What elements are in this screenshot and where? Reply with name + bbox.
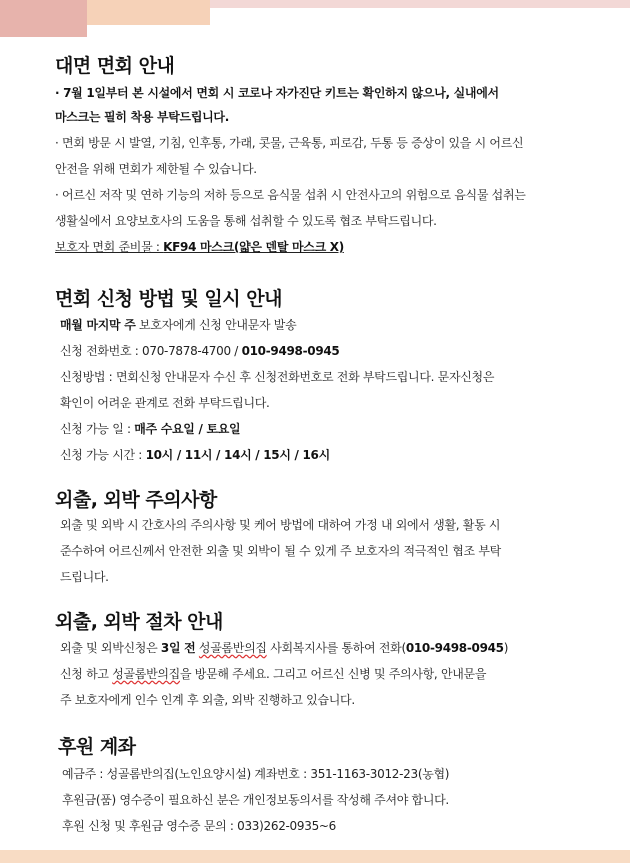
section-title-outing-procedure: 외출, 외박 절차 안내 bbox=[55, 611, 223, 633]
facility-name: 성골롬반의집 bbox=[112, 667, 180, 681]
decorative-top-strip bbox=[210, 0, 630, 8]
procedure-phone: 010-9498-0945 bbox=[405, 641, 504, 655]
application-line-5 bbox=[60, 416, 240, 442]
visit-line-3: · 면회 방문 시 발열, 기침, 인후통, 가래, 콧물, 근육통, 피로감, 두통 등 증상이 있을 시 어르신 bbox=[55, 136, 524, 150]
application-line-3: 신청방법 : 면회신청 안내문자 수신 후 신청전화번호로 전화 부탁드립니다. 문자신청은 bbox=[60, 370, 495, 384]
section-title-outing-cautions: 외출, 외박 주의사항 bbox=[55, 489, 217, 511]
decorative-corner-block bbox=[87, 0, 210, 25]
outing-caution-line-2: 준수하여 어르신께서 안전한 외출 및 외박이 될 수 있게 주 보호자의 적극적인 협조 부탁 bbox=[60, 544, 501, 558]
donation-account-line: 예금주 : 성골롬반의집(노인요양시설) 계좌번호 : 351-1163-3012-23(농협) bbox=[62, 767, 450, 781]
outing-procedure-line-1 bbox=[60, 635, 508, 661]
visit-line-6: 생활실에서 요양보호사의 도움을 통해 섭취할 수 있도록 협조 부탁드립니다. bbox=[55, 214, 437, 228]
procedure-text: ) bbox=[503, 641, 509, 655]
procedure-deadline: 3일 전 bbox=[160, 641, 196, 655]
section-title-donation: 후원 계좌 bbox=[58, 736, 136, 758]
decorative-footer-strip bbox=[0, 850, 630, 863]
outing-procedure-line-2 bbox=[60, 661, 486, 687]
application-phone-mobile: 010-9498-0945 bbox=[241, 344, 340, 358]
procedure-text: 을 방문해 주세요. 그리고 어르신 신병 및 주의사항, 안내문을 bbox=[179, 667, 487, 681]
application-line-4: 확인이 어려운 관계로 전화 부탁드립니다. bbox=[60, 396, 270, 410]
application-times-label: 신청 가능 시간 : bbox=[60, 448, 146, 462]
visit-supplies-value: KF94 마스크(얇은 덴탈 마스크 X) bbox=[163, 240, 344, 254]
procedure-text: 사회복지사를 통하여 전화( bbox=[266, 641, 406, 655]
outing-caution-line-1: 외출 및 외박 시 간호사의 주의사항 및 케어 방법에 대하여 가정 내 외에서 생활, 활동 시 bbox=[60, 518, 501, 532]
application-line-1 bbox=[60, 312, 296, 338]
visit-line-4: 안전을 위해 면회가 제한될 수 있습니다. bbox=[55, 162, 257, 176]
visit-line-5: · 어르신 저작 및 연하 기능의 저하 등으로 음식물 섭취 시 안전사고의 위험으로 음식물 섭취는 bbox=[55, 188, 526, 202]
section-title-visit: 대면 면회 안내 bbox=[55, 55, 175, 77]
application-days-label: 신청 가능 일 : bbox=[60, 422, 135, 436]
procedure-text: 신청 하고 bbox=[60, 667, 113, 681]
visit-line-1: · 7월 1일부터 본 시설에서 면회 시 코로나 자가진단 키트는 확인하지 않으나, 실내에서 bbox=[55, 86, 499, 100]
application-schedule-text: 보호자에게 신청 안내문자 발송 bbox=[135, 318, 297, 332]
donation-receipt-line: 후원금(품) 영수증이 필요하신 분은 개인정보동의서를 작성해 주셔야 합니다. bbox=[62, 793, 449, 807]
application-line-6 bbox=[60, 442, 330, 468]
visit-supplies-label: 보호자 면회 준비물 : bbox=[55, 240, 164, 254]
application-times-value: 10시 / 11시 / 14시 / 15시 / 16시 bbox=[145, 448, 330, 462]
application-days-value: 매주 수요일 / 토요일 bbox=[134, 422, 241, 436]
visit-line-2: 마스크는 필히 착용 부탁드립니다. bbox=[55, 110, 229, 124]
outing-procedure-line-3: 주 보호자에게 인수 인계 후 외출, 외박 진행하고 있습니다. bbox=[60, 693, 355, 707]
procedure-text: 외출 및 외박신청은 bbox=[60, 641, 161, 655]
decorative-corner-block bbox=[0, 0, 87, 37]
outing-caution-line-3: 드립니다. bbox=[60, 570, 109, 584]
application-schedule-emphasis: 매월 마지막 주 bbox=[60, 318, 136, 332]
facility-name: 성골롬반의집 bbox=[198, 641, 267, 655]
donation-inquiry-line: 후원 신청 및 후원금 영수증 문의 : 033)262-0935~6 bbox=[62, 819, 336, 833]
section-title-application: 면회 신청 방법 및 일시 안내 bbox=[55, 288, 282, 310]
visit-line-7 bbox=[55, 234, 344, 260]
application-line-2 bbox=[60, 338, 339, 364]
application-phone-label: 신청 전화번호 : 070-7878-4700 / bbox=[60, 344, 242, 358]
